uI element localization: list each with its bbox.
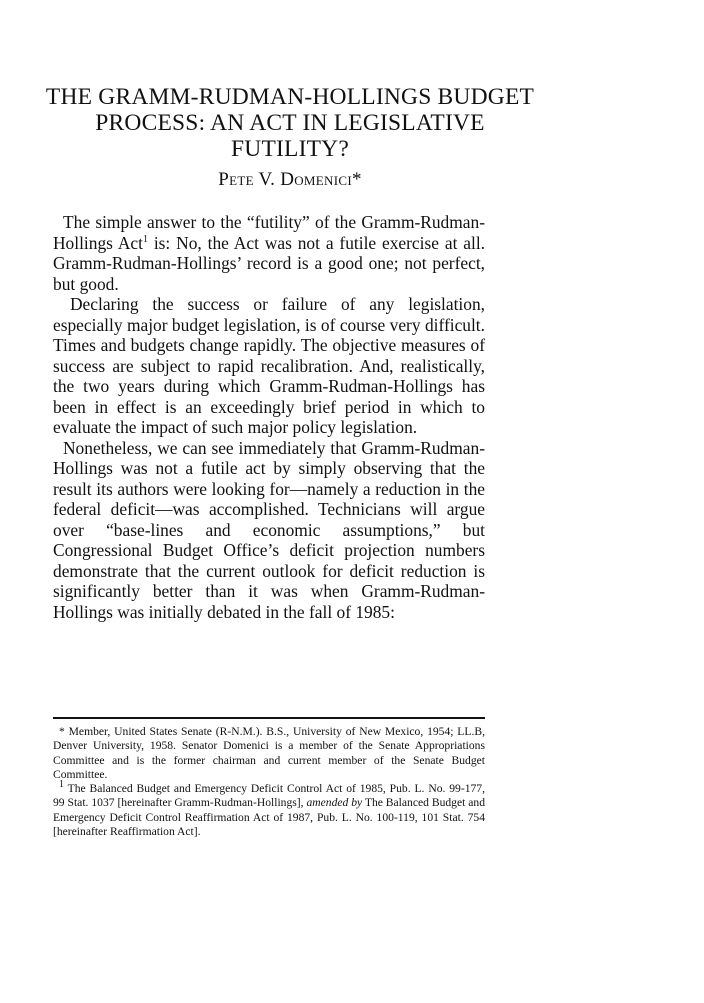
footnote-1-italic: amended by (306, 796, 363, 810)
body-paragraph-1 (53, 212, 485, 294)
body-paragraph-2: Declaring the success or failure of any legislation, especially major budget legislation, is of course very difficult. Times and budgets change rapidly. The objective measures of success are subject to rapid recalibration. And, realistically, the two years during which Gramm-Rudman-Hollings has been in effect is an exceedingly brief period in which to evaluate the impact of such major policy legislation. (53, 294, 485, 437)
footnote-1-text-b: The Balanced Budget and Emergency Deficit Control Reaffirmation Act of 1987, Pub. L. No. 100-119, 101 Stat. 754 [hereinafter Reaffirmation Act]. (53, 796, 485, 839)
article-body (53, 212, 485, 622)
footnote-1 (53, 779, 485, 839)
paragraph-1-text-a: The simple answer to the “futility” of the Gramm-Rudman-Hollings Act (53, 212, 485, 253)
article-title (40, 84, 540, 162)
footnote-divider (53, 717, 485, 719)
title-line-2: PROCESS: AN ACT IN LEGISLATIVE (95, 109, 485, 136)
paragraph-1-text-b: is: No, the Act was not a futile exercise at all. Gramm-Rudman-Hollings’ record is a good one; not perfect, but good. (53, 232, 486, 294)
author-byline: Pete V. Domenici* (218, 169, 362, 190)
title-line-3: FUTILITY? (231, 135, 349, 162)
title-line-1: THE GRAMM-RUDMAN-HOLLINGS BUDGET (45, 83, 535, 110)
footnotes (53, 725, 485, 839)
body-paragraph-3: Nonetheless, we can see immediately that Gramm-Rudman-Hollings was not a futile act by simply observing that the result its authors were looking for—namely a reduction in the federal deficit—was accomplished. Technicians will argue over “base-lines and economic assumptions,” but Congressional Budget Office’s deficit projection numbers demonstrate that the current outlook for deficit reduction is significantly better than it was when Gramm-Rudman-Hollings was initially debated in the fall of 1985: (53, 437, 485, 622)
footnote-reference-1: 1 (142, 233, 148, 245)
footnote-1-marker: 1 (59, 779, 64, 791)
footnote-1-text-a: The Balanced Budget and Emergency Deficit Control Act of 1985, Pub. L. No. 99-177, 99 Stat. 1037 [hereinafter Gramm-Rudman-Hollings], (53, 782, 485, 810)
footnote-author: * Member, United States Senate (R-N.M.). B.S., University of New Mexico, 1954; LL.B, Denver University, 1958. Senator Domenici is a member of the Senate Appropriations Committee and is the former chairman and current member of the Senate Budget Committee. (53, 725, 485, 781)
